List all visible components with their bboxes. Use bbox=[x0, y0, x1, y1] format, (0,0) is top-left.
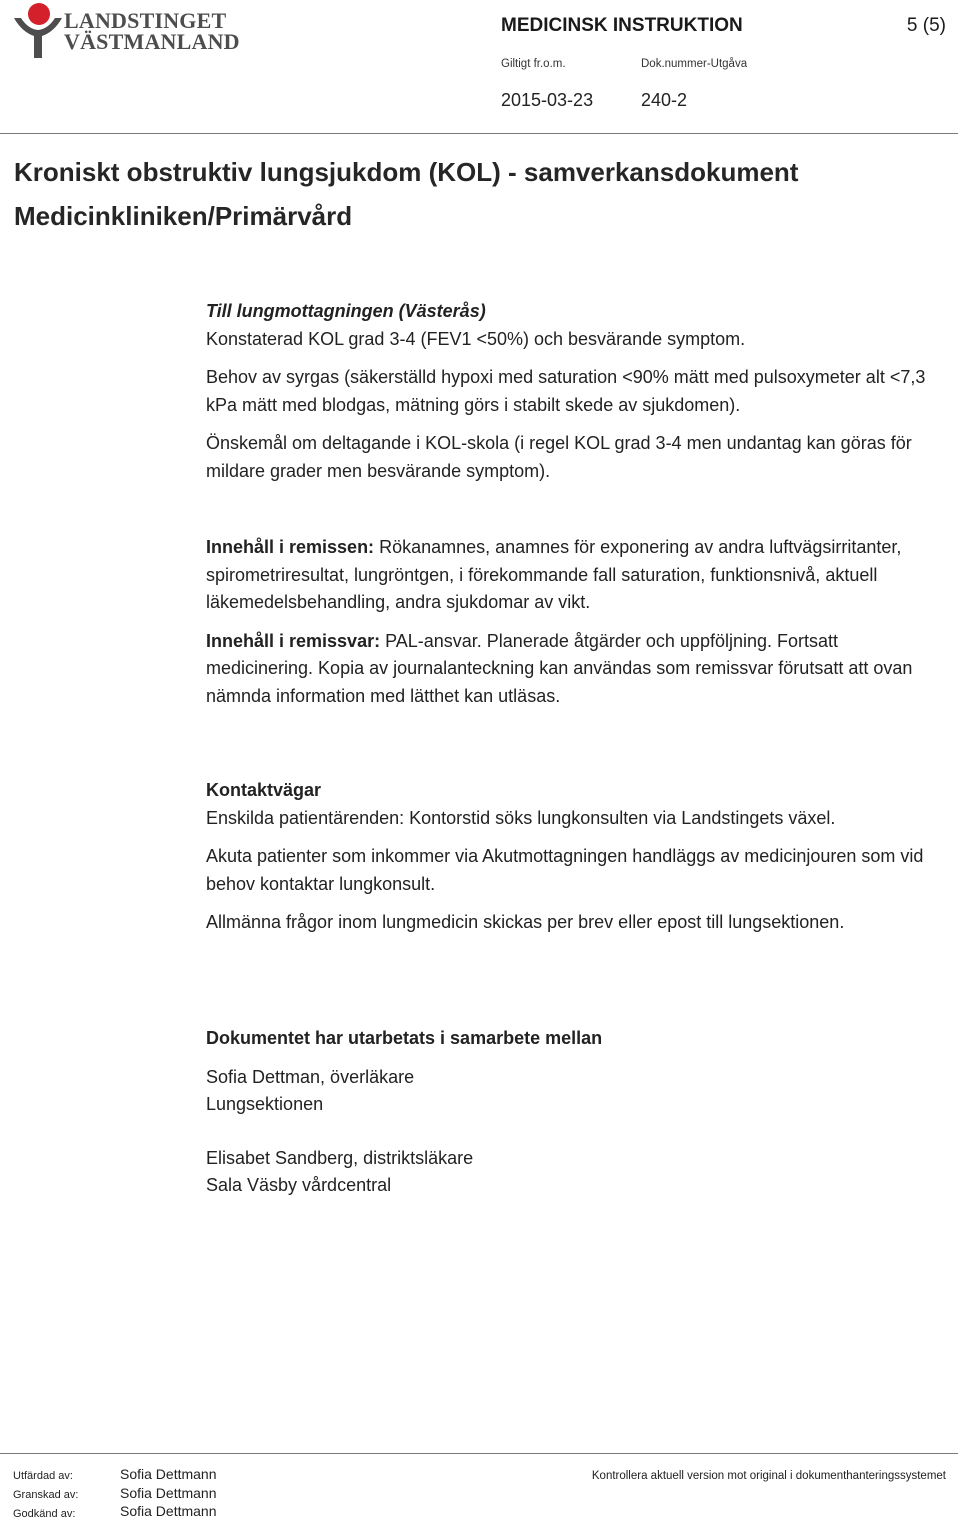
remissvar-content bbox=[206, 628, 946, 711]
reviewed-by-value: Sofia Dettmann bbox=[120, 1485, 217, 1501]
version-control-note: Kontrollera aktuell version mot original i dokumenthanteringssystemet bbox=[591, 1470, 946, 1482]
referral-criteria-2: Behov av syrgas (säkerställd hypoxi med saturation <90% mätt med pulsoxymeter alt <7,3 kPa mätt med blodgas, mätning görs i stabilt skede av sjukdomen). bbox=[206, 367, 926, 415]
org-name-line1: LANDSTINGET bbox=[64, 8, 227, 33]
referral-criteria-3: Önskemål om deltagande i KOL-skola (i regel KOL grad 3-4 men undantag kan göras för mildare grader men besvärande symptom). bbox=[206, 433, 912, 481]
reviewed-by-label: Granskad av: bbox=[13, 1489, 79, 1501]
remiss-text: Rökanamnes, anamnes för exponering av andra luftvägsirritanter, spirometriresultat, lungröntgen, i förekommande fall saturation, funktionsnivå, aktuell läkemedelsbehandling, andra sjukdomar av vikt. bbox=[206, 537, 902, 612]
header-divider bbox=[0, 133, 958, 134]
referral-criteria-1: Konstaterad KOL grad 3-4 (FEV1 <50%) och besvärande symptom. bbox=[206, 328, 746, 349]
approved-by-value: Sofia Dettmann bbox=[120, 1503, 217, 1519]
author-1-name: Sofia Dettman, överläkare bbox=[206, 1066, 415, 1087]
document-type: MEDICINSK INSTRUKTION bbox=[501, 15, 743, 36]
footer-divider bbox=[0, 1453, 958, 1454]
author-1-unit: Lungsektionen bbox=[206, 1094, 324, 1114]
author-2-name: Elisabet Sandberg, distriktsläkare bbox=[206, 1147, 474, 1168]
contact-line-2: Akuta patienter som inkommer via Akutmottagningen handläggs av medicinjouren som vid behov kontaktar lungkonsult. bbox=[206, 846, 924, 894]
organization-name bbox=[64, 10, 240, 52]
doc-number-label: Dok.nummer-Utgåva bbox=[641, 58, 748, 70]
authors-section bbox=[206, 1025, 946, 1200]
title-line1: Kroniskt obstruktiv lungsjukdom (KOL) - samverkansdokument bbox=[14, 157, 799, 187]
contact-heading: Kontaktvägar bbox=[206, 780, 322, 800]
contact-line-3: Allmänna frågor inom lungmedicin skickas per brev eller epost till lungsektionen. bbox=[206, 912, 845, 932]
remiss-label: Innehåll i remissen: bbox=[206, 537, 375, 557]
approved-by-label: Godkänd av: bbox=[13, 1508, 76, 1520]
contact-section bbox=[206, 777, 946, 948]
contact-line-1: Enskilda patientärenden: Kontorstid söks lungkonsulten via Landstingets växel. bbox=[206, 807, 836, 828]
title-line2: Medicinkliniken/Primärvård bbox=[14, 201, 353, 231]
page-number: 5 (5) bbox=[906, 15, 946, 36]
doc-number: 240-2 bbox=[641, 90, 688, 110]
document-title bbox=[14, 150, 798, 238]
landstinget-logo bbox=[12, 2, 72, 60]
referral-heading: Till lungmottagningen (Västerås) bbox=[206, 301, 486, 321]
issued-by-label: Utfärdad av: bbox=[13, 1470, 73, 1482]
remissvar-label: Innehåll i remissvar: bbox=[206, 630, 381, 651]
remissvar-text: PAL-ansvar. Planerade åtgärder och uppföljning. Fortsatt medicinering. Kopia av journalanteckning kan användas som remissvar förutsatt att ovan nämnda information med lätthet kan utläsas. bbox=[206, 630, 913, 706]
org-name-line2: VÄSTMANLAND bbox=[64, 29, 240, 54]
content-section bbox=[206, 534, 946, 721]
author-2-unit: Sala Väsby vårdcentral bbox=[206, 1175, 392, 1195]
valid-from-label: Giltigt fr.o.m. bbox=[501, 58, 566, 70]
authors-heading: Dokumentet har utarbetats i samarbete mellan bbox=[206, 1028, 603, 1048]
referral-section bbox=[206, 298, 946, 496]
valid-from-date: 2015-03-23 bbox=[501, 90, 594, 110]
remiss-content bbox=[206, 534, 946, 617]
issued-by-value: Sofia Dettmann bbox=[120, 1466, 217, 1482]
